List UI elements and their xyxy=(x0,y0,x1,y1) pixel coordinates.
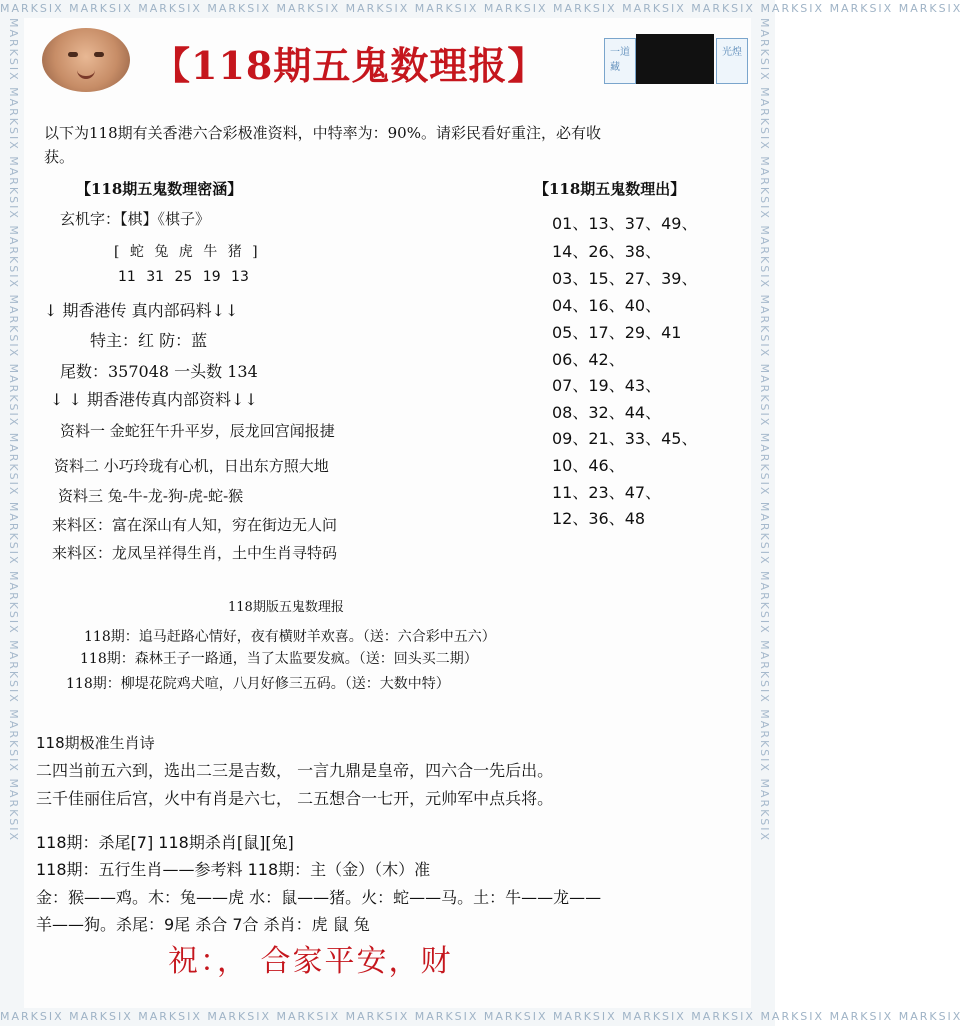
eye-icon xyxy=(68,52,78,57)
poem-line-2: 118期：森林王子一路通，当了太监要发疯。（送：回头买二期） xyxy=(80,651,478,667)
eye-icon xyxy=(94,52,104,57)
redacted-block xyxy=(636,34,714,84)
logo-right xyxy=(716,38,748,84)
logo-right-text: 光煌 xyxy=(722,47,742,58)
zodiac-list: [ 蛇 兔 虎 牛 猪 ] xyxy=(114,244,261,260)
number-row: 11、23、47、 xyxy=(552,483,662,502)
page-title: 【118期五鬼数理报】 xyxy=(152,43,547,88)
watermark-text: MARKSIX MARKSIX MARKSIX MARKSIX MARKSIX MARKSIX MARKSIX MARKSIX MARKSIX MARKSIX MARKSIX MARKSIX MARKSIX MARKSIX xyxy=(0,1010,962,1023)
laiqu-1: 来料区：富在深山有人知，穷在街边无人问 xyxy=(52,516,338,534)
bottom-line-2: 118期：五行生肖——参考料 118期：主（金）（木）准 xyxy=(36,860,431,879)
poem-line-3: 118期：柳堤花院鸡犬喧，八月好修三五码。（送：大数中特） xyxy=(66,676,450,692)
intro-line-2: 获。 xyxy=(44,148,75,166)
bottom-watermark-border xyxy=(0,1008,962,1026)
ziliao-1: 资料一 金蛇狂午升平岁，辰龙回宫闻报捷 xyxy=(60,422,335,440)
shengxiao-heading: 118期极准生肖诗 xyxy=(36,734,155,752)
number-row: 01、13、37、49、 xyxy=(552,214,698,233)
logo-left-text: 一道藏 xyxy=(610,47,630,73)
number-row: 06、42、 xyxy=(552,350,625,369)
right-watermark-border xyxy=(751,18,775,1008)
left-watermark-border xyxy=(0,18,24,1008)
left-heading: 【118期五鬼数理密涵】 xyxy=(76,180,243,198)
right-heading: 【118期五鬼数理出】 xyxy=(534,180,686,198)
number-row: 04、16、40、 xyxy=(552,296,662,315)
number-row: 12、36、48 xyxy=(552,509,646,528)
bottom-line-4: 羊——狗。杀尾：9尾 杀合 7合 杀肖：虎 鼠 兔 xyxy=(36,915,370,934)
shengxiao-line-1: 二四当前五六到，选出二三是吉数， 一言九鼎是皇帝，四六合一先后出。 xyxy=(36,761,554,780)
number-row: 09、21、33、45、 xyxy=(552,429,698,448)
logo-left xyxy=(604,38,636,84)
tezhu-text: 特主：红 防：蓝 xyxy=(90,331,208,350)
intro-line-1: 以下为118期有关香港六合彩极准资料，中特率为：90%。请彩民看好重注，必有收 xyxy=(44,124,601,142)
avatar-photo xyxy=(42,28,130,92)
poem-line-1: 118期：追马赶路心情好，夜有横财羊欢喜。（送：六合彩中五六） xyxy=(84,629,496,645)
watermark-text: MARKSIX MARKSIX MARKSIX MARKSIX MARKSIX MARKSIX MARKSIX MARKSIX MARKSIX MARKSIX MARKSIX MARKSIX MARKSIX MARKSIX xyxy=(0,2,962,15)
ziliao-3: 资料三 兔-牛-龙-狗-虎-蛇-猴 xyxy=(58,487,244,505)
laiqu-2: 来料区：龙凤呈祥得生肖，土中生肖寻特码 xyxy=(52,544,338,562)
top-watermark-border xyxy=(0,0,962,18)
poem-section-heading: 118期版五鬼数理报 xyxy=(228,600,344,615)
bottom-line-3: 金：猴——鸡。木：兔——虎 水：鼠——猪。火：蛇——马。土：牛——龙—— xyxy=(36,888,602,907)
number-row: 10、46、 xyxy=(552,456,625,475)
blessing-text: 祝：， 合家平安，财 xyxy=(168,944,453,979)
shengxiao-line-2: 三千佳丽住后宫，火中有肖是六七， 二五想合一七开，元帅军中点兵将。 xyxy=(36,789,554,808)
mouth-icon xyxy=(77,70,95,79)
bottom-line-1: 118期：杀尾[7] 118期杀肖[鼠][兔] xyxy=(36,833,294,852)
hk-line-1: ↓ 期香港传 真内部码料↓↓ xyxy=(44,301,239,320)
zodiac-numbers: 11 31 25 19 13 xyxy=(118,269,249,285)
number-row: 08、32、44、 xyxy=(552,403,662,422)
number-row: 07、19、43、 xyxy=(552,376,662,395)
watermark-text: MARKSIX MARKSIX MARKSIX MARKSIX MARKSIX MARKSIX MARKSIX MARKSIX MARKSIX MARKSIX MARKSIX MARKSIX xyxy=(7,18,20,843)
weishu-text: 尾数：357048 一头数 134 xyxy=(60,362,258,381)
xuanji-text: 玄机字：【棋】《棋子》 xyxy=(60,210,211,228)
watermark-text: MARKSIX MARKSIX MARKSIX MARKSIX MARKSIX MARKSIX MARKSIX MARKSIX MARKSIX MARKSIX MARKSIX MARKSIX xyxy=(758,18,771,843)
hk-line-2: ↓ ↓ 期香港传真内部资料↓↓ xyxy=(50,390,258,409)
number-row: 14、26、38、 xyxy=(552,242,662,261)
ziliao-2: 资料二 小巧玲珑有心机，日出东方照大地 xyxy=(54,457,329,475)
number-row: 05、17、29、41 xyxy=(552,323,682,342)
number-row: 03、15、27、39、 xyxy=(552,269,698,288)
